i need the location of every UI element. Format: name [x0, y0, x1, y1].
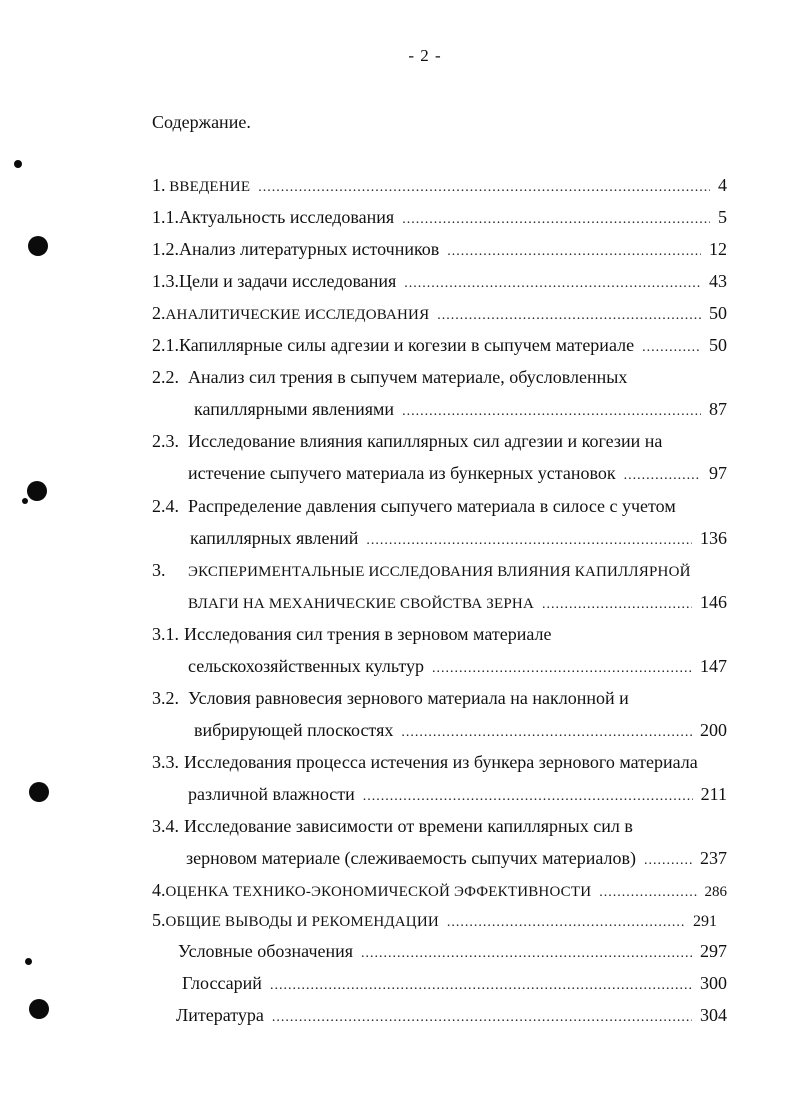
toc-title: Распределение давления сыпучего материала в силосе с учетом: [188, 496, 676, 516]
toc-title: ОЦЕНКА ТЕХНИКО-ЭКОНОМИЧЕСКОЙ ЭФФЕКТИВНОСТИ: [165, 884, 592, 900]
toc-entry-2-3-line-1: [152, 431, 727, 452]
toc-entry-2-2-line-1: [152, 367, 727, 388]
toc-entry-3-4-line-1: [152, 816, 727, 837]
toc-page: 200: [700, 720, 727, 740]
toc-entry-3-1-line-1: [152, 624, 727, 645]
toc-page: 237: [700, 848, 727, 868]
toc-title: ВВЕДЕНИЕ: [169, 179, 251, 195]
toc-leader: [624, 463, 701, 484]
binding-hole-mark: [14, 160, 22, 168]
toc-num: 3.1.: [152, 624, 179, 644]
toc-entry-1-1: [152, 207, 727, 228]
toc-page: 147: [700, 656, 727, 676]
toc-page: 286: [704, 884, 727, 900]
toc-num: 3.2.: [152, 688, 179, 708]
toc-page: 50: [709, 303, 727, 323]
toc-title: Цели и задачи исследования: [179, 271, 397, 291]
binding-hole-mark: [22, 498, 28, 504]
toc-title: Исследования процесса истечения из бункера зернового материала: [184, 752, 698, 772]
binding-hole-mark: [29, 999, 49, 1019]
toc-num: 1.: [152, 175, 166, 195]
toc-entry-3-3-line-2: [188, 784, 727, 805]
toc-num: 2.3.: [152, 431, 179, 451]
toc-title-cont: истечение сыпучего материала из бункерных установок: [188, 463, 616, 483]
toc-heading: Содержание.: [152, 112, 251, 132]
toc-page: 291: [693, 913, 717, 930]
toc-title-cont: ВЛАГИ НА МЕХАНИЧЕСКИЕ СВОЙСТВА ЗЕРНА: [188, 596, 534, 612]
toc-num: 1.3.: [152, 271, 179, 291]
toc-leader: [258, 175, 710, 196]
toc-title-cont: сельскохозяйственных культур: [188, 656, 425, 676]
toc-num: 2.1.: [152, 335, 179, 355]
toc-title: Капиллярные силы адгезии и когезии в сыпучем материале: [179, 335, 635, 355]
toc-num: 5.: [152, 910, 166, 930]
toc-entry-symbols: [178, 941, 727, 962]
toc-title: АНАЛИТИЧЕСКИЕ ИССЛЕДОВАНИЯ: [165, 307, 430, 323]
toc-page: 146: [700, 592, 727, 612]
toc-entry-2: [152, 303, 727, 324]
toc-title-cont: различной влажности: [188, 784, 355, 804]
toc-num: 1.2.: [152, 239, 179, 259]
toc-leader: [272, 1005, 692, 1026]
toc-num: 3.3.: [152, 752, 179, 772]
toc-title: Литература: [176, 1005, 264, 1025]
toc-entry-3-line-1: [152, 560, 727, 581]
toc-leader: [642, 335, 701, 356]
toc-entry-3-3-line-1: [152, 752, 727, 773]
binding-hole-mark: [25, 958, 32, 965]
toc-leader: [402, 207, 710, 228]
toc-num: 2.: [152, 303, 166, 323]
toc-page: 87: [709, 399, 727, 419]
toc-title: Анализ сил трения в сыпучем материале, обусловленных: [188, 367, 628, 387]
toc-leader: [404, 271, 701, 292]
toc-entry-3-2-line-2: [194, 720, 727, 741]
toc-leader: [447, 239, 701, 260]
binding-hole-mark: [29, 782, 49, 802]
toc-entry-2-2-line-2: [194, 399, 727, 420]
binding-hole-mark: [27, 481, 47, 501]
toc-entry-2-4-line-2: [190, 528, 727, 549]
toc-title: ЭКСПЕРИМЕНТАЛЬНЫЕ ИССЛЕДОВАНИЯ ВЛИЯНИЯ КАПИЛЛЯРНОЙ: [188, 564, 691, 580]
toc-entry-3-4-line-2: [186, 848, 727, 869]
toc-leader: [402, 399, 701, 420]
toc-entry-4: [152, 880, 727, 901]
toc-page: 50: [709, 335, 727, 355]
toc-page: 297: [700, 941, 727, 961]
toc-page: 136: [700, 528, 727, 548]
toc-page: 300: [700, 973, 727, 993]
toc-entry-3-2-line-1: [152, 688, 727, 709]
toc-title: Исследования сил трения в зерновом материале: [184, 624, 552, 644]
toc-num: 2.2.: [152, 367, 179, 387]
toc-leader: [366, 528, 692, 549]
toc-title: Исследование влияния капиллярных сил адгезии и когезии на: [188, 431, 663, 451]
toc-entry-3-1-line-2: [188, 656, 727, 677]
toc-num: 4.: [152, 880, 166, 900]
page-number: - 2 -: [408, 46, 442, 65]
toc-page: 12: [709, 239, 727, 259]
toc-entry-5: [152, 910, 717, 931]
toc-leader: [432, 656, 692, 677]
toc-page: 4: [718, 175, 727, 195]
toc-num: 3.4.: [152, 816, 179, 836]
toc-entry-1: [152, 175, 727, 196]
toc-entry-1-2: [152, 239, 727, 260]
toc-num: 2.4.: [152, 496, 179, 516]
toc-entry-1-3: [152, 271, 727, 292]
toc-leader: [542, 592, 692, 613]
toc-title: Условия равновесия зернового материала на наклонной и: [188, 688, 629, 708]
toc-title: Исследование зависимости от времени капиллярных сил в: [184, 816, 633, 836]
toc-title: Актуальность исследования: [179, 207, 395, 227]
toc-num: 1.1.: [152, 207, 179, 227]
toc-leader: [437, 303, 701, 324]
toc-title: Анализ литературных источников: [179, 239, 440, 259]
toc-entry-2-1: [152, 335, 727, 356]
toc-page: 97: [709, 463, 727, 483]
toc-page: 211: [700, 784, 727, 804]
toc-num: 3.: [152, 560, 166, 580]
toc-entry-glossary: [182, 973, 727, 994]
toc-title: ОБЩИЕ ВЫВОДЫ И РЕКОМЕНДАЦИИ: [165, 914, 439, 930]
toc-page: 304: [700, 1005, 727, 1025]
toc-leader: [361, 941, 692, 962]
toc-leader: [401, 720, 692, 741]
toc-title-cont: капиллярными явлениями: [194, 399, 395, 419]
toc-title: Условные обозначения: [178, 941, 354, 961]
toc-leader: [270, 973, 692, 994]
toc-page: 5: [718, 207, 727, 227]
toc-title-cont: вибрирующей плоскостях: [194, 720, 394, 740]
toc-entry-2-3-line-2: [188, 463, 727, 484]
toc-entry-3-line-2: [188, 592, 727, 613]
toc-title-cont: зерновом материале (слеживаемость сыпучих материалов): [186, 848, 637, 868]
toc-leader: [363, 784, 693, 805]
toc-title: Глоссарий: [182, 973, 262, 993]
toc-page: 43: [709, 271, 727, 291]
toc-leader: [644, 848, 692, 869]
toc-leader: [447, 910, 685, 931]
toc-title-cont: капиллярных явлений: [190, 528, 359, 548]
toc-leader: [599, 880, 696, 901]
binding-hole-mark: [28, 236, 48, 256]
toc-entry-2-4-line-1: [152, 496, 727, 517]
toc-entry-literature: [176, 1005, 727, 1026]
